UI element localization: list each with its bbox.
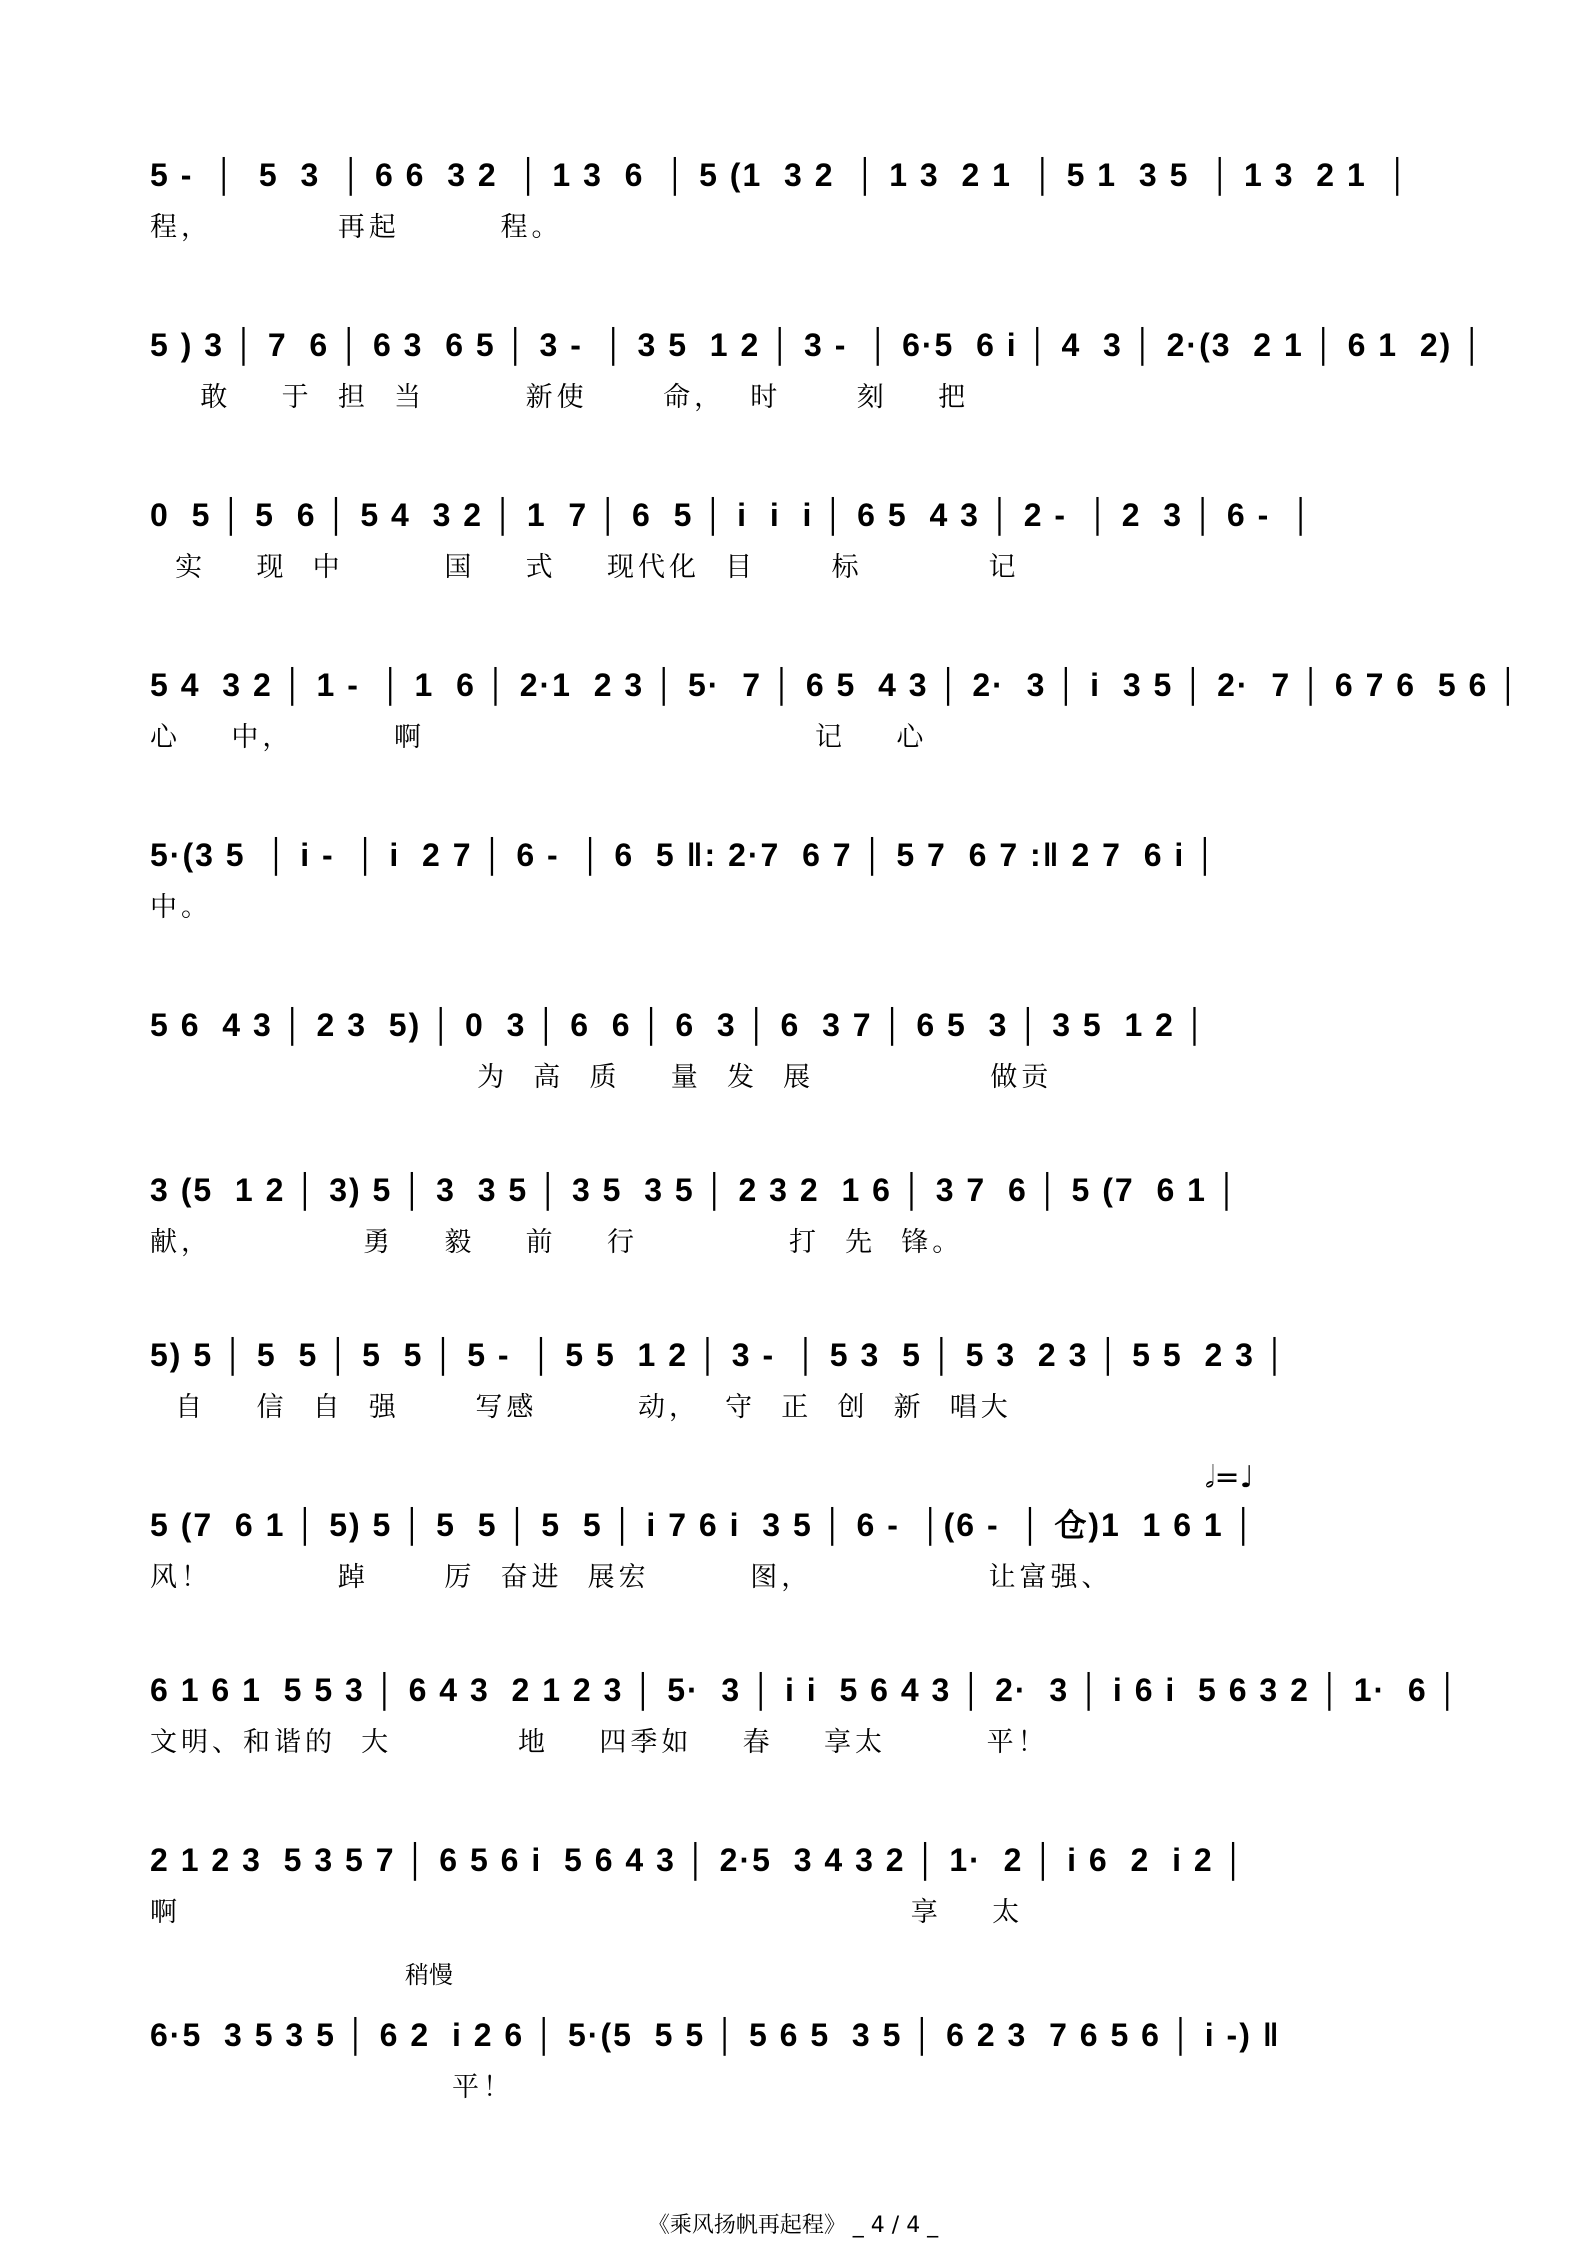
- tempo-equivalence: 𝅗𝅥=♩: [1205, 1460, 1254, 1495]
- notation-system: [150, 490, 1450, 610]
- lyrics-line: 为 高 质 量 发 展 做贡: [150, 1062, 1053, 1093]
- notation-system: [150, 660, 1522, 780]
- notation-system: [150, 1000, 1450, 1120]
- jianpu-notes: 5 4 3 2 │ 1 - │ 1 6 │ 2·1 2 3 │ 5· 7 │ 6 5 4 3 │ 2· 3 │ i 3 5 │ 2· 7 │ 6 7 6 5 6 │: [150, 667, 1522, 703]
- lyrics-line: 自 信 自 强 写感 动， 守 正 创 新 唱大: [150, 1392, 1012, 1423]
- jianpu-notes: 0 5 │ 5 6 │ 5 4 3 2 │ 1 7 │ 6 5 │ i i i │ 6 5 4 3 │ 2 - │ 2 3 │ 6 - │: [150, 497, 1314, 533]
- lyrics-line: 程， 再起 程。: [150, 212, 563, 243]
- lyrics-line: 敢 于 担 当 新使 命， 时 刻 把: [150, 382, 970, 413]
- jianpu-notes: 5) 5 │ 5 5 │ 5 5 │ 5 - │ 5 5 1 2 │ 3 - │ 5 3 5 │ 5 3 2 3 │ 5 5 2 3 │: [150, 1337, 1288, 1373]
- lyrics-line: 献， 勇 毅 前 行 打 先 锋。: [150, 1227, 964, 1258]
- notation-system: [150, 2010, 1450, 2130]
- lyrics-line: 风！ 踔 厉 奋进 展宏 图， 让富强、: [150, 1562, 1113, 1593]
- jianpu-notes: 5 - │ 5 3 │ 6 6 3 2 │ 1 3 6 │ 5 (1 3 2 │ 1 3 2 1 │ 5 1 3 5 │ 1 3 2 1 │: [150, 157, 1411, 193]
- notation-system: [150, 1500, 1450, 1620]
- lyrics-line: 文明、和谐的 大 地 四季如 春 享太 平！: [150, 1727, 1049, 1758]
- jianpu-notes: 5 (7 6 1 │ 5) 5 │ 5 5 │ 5 5 │ i 7 6 i 3 5 │ 6 - │(6 - │ 仓)1 1 6 1 │: [150, 1507, 1257, 1543]
- jianpu-notes: 6 1 6 1 5 5 3 │ 6 4 3 2 1 2 3 │ 5· 3 │ i i 5 6 4 3 │ 2· 3 │ i 6 i 5 6 3 2 │ 1· 6 │: [150, 1672, 1461, 1708]
- notation-system: [150, 1835, 1450, 1955]
- notation-system: [150, 1665, 1461, 1785]
- lyrics-line: 中。: [150, 892, 212, 923]
- page-footer: 《乘风扬帆再起程》 _ 4 / 4 _: [647, 2213, 939, 2238]
- lyrics-line: 啊 享 太: [150, 1897, 1024, 1928]
- notation-system: [150, 150, 1450, 270]
- notation-system: [150, 1165, 1450, 1285]
- jianpu-notes: 5 ) 3 │ 7 6 │ 6 3 6 5 │ 3 - │ 3 5 1 2 │ 3 - │ 6·5 6 i │ 4 3 │ 2·(3 2 1 │ 6 1 2) │: [150, 327, 1486, 363]
- jianpu-notes: 2 1 2 3 5 3 5 7 │ 6 5 6 i 5 6 4 3 │ 2·5 3 4 3 2 │ 1· 2 │ i 6 2 i 2 │: [150, 1842, 1247, 1878]
- notation-system: [150, 320, 1486, 440]
- lyrics-line: 心 中， 啊 记 心: [150, 722, 928, 753]
- tempo-marking: 稍慢: [405, 1961, 453, 1989]
- notation-system: [150, 830, 1450, 950]
- lyrics-line: 平！: [150, 2072, 514, 2103]
- jianpu-notes: 5·(3 5 │ i - │ i 2 7 │ 6 - │ 6 5 ‖: 2·7 6 7 │ 5 7 6 7 :‖ 2 7 6 i │: [150, 837, 1219, 873]
- jianpu-notes: 5 6 4 3 │ 2 3 5) │ 0 3 │ 6 6 │ 6 3 │ 6 3 7 │ 6 5 3 │ 3 5 1 2 │: [150, 1007, 1208, 1043]
- jianpu-notes: 6·5 3 5 3 5 │ 6 2 i 2 6 │ 5·(5 5 5 │ 5 6 5 3 5 │ 6 2 3 7 6 5 6 │ i -) ‖: [150, 2017, 1281, 2053]
- jianpu-notes: 3 (5 1 2 │ 3) 5 │ 3 3 5 │ 3 5 3 5 │ 2 3 2 1 6 │ 3 7 6 │ 5 (7 6 1 │: [150, 1172, 1240, 1208]
- lyrics-line: 实 现 中 国 式 现代化 目 标 记: [150, 552, 1020, 583]
- notation-system: [150, 1330, 1450, 1450]
